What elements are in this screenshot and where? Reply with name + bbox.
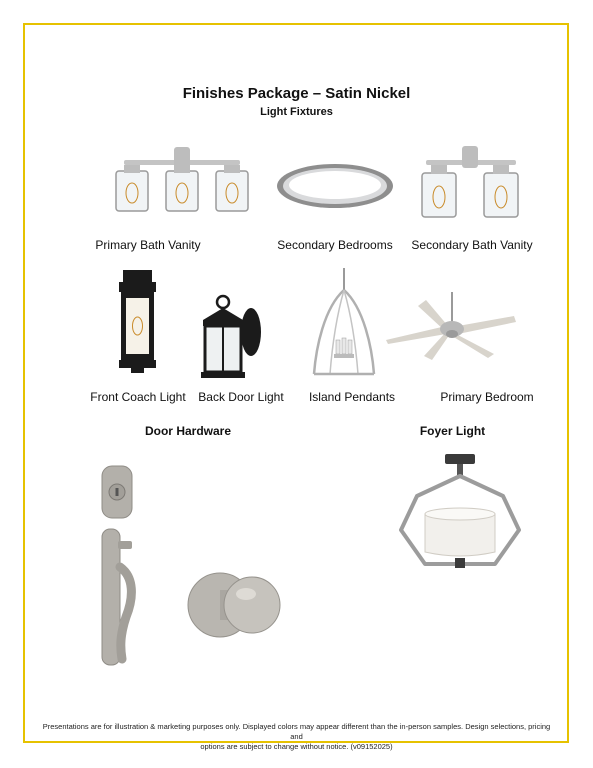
fixture-label-primary-bath-vanity: Primary Bath Vanity	[95, 238, 201, 252]
fixture-label-island-pendants: Island Pendants	[308, 390, 396, 404]
vanity-2-light-icon	[418, 143, 523, 223]
fixture-label-secondary-bedrooms: Secondary Bedrooms	[277, 238, 393, 252]
coach-light-icon	[115, 268, 160, 376]
disclaimer-line-2: options are subject to change without notice. (v09152025)	[200, 742, 393, 751]
page-title: Finishes Package – Satin Nickel	[182, 85, 411, 102]
disclaimer-footer	[40, 722, 553, 752]
deadbolt-icon	[100, 464, 134, 520]
vanity-3-light-icon	[112, 143, 252, 218]
lantern-light-icon	[195, 292, 265, 382]
fixture-label-primary-bedroom: Primary Bedroom	[440, 390, 534, 404]
ceiling-fan-icon	[382, 292, 522, 364]
handleset-icon	[100, 527, 138, 669]
flush-mount-light-icon	[275, 160, 395, 210]
pendant-light-icon	[306, 268, 382, 380]
fixture-label-secondary-bath-vanity: Secondary Bath Vanity	[411, 238, 533, 252]
fixture-label-back-door-light: Back Door Light	[198, 390, 284, 404]
section-door-hardware: Door Hardware	[144, 424, 232, 438]
page-subtitle: Light Fixtures	[260, 106, 333, 118]
foyer-semi-flush-light-icon	[395, 452, 525, 578]
disclaimer-line-1: Presentations are for illustration & marketing purposes only. Displayed colors may appear different than the in-person samples. Design selections, pricing and	[42, 722, 551, 741]
fixture-label-front-coach-light: Front Coach Light	[90, 390, 186, 404]
door-knob-icon	[186, 560, 284, 650]
section-foyer-light: Foyer Light	[419, 424, 486, 438]
